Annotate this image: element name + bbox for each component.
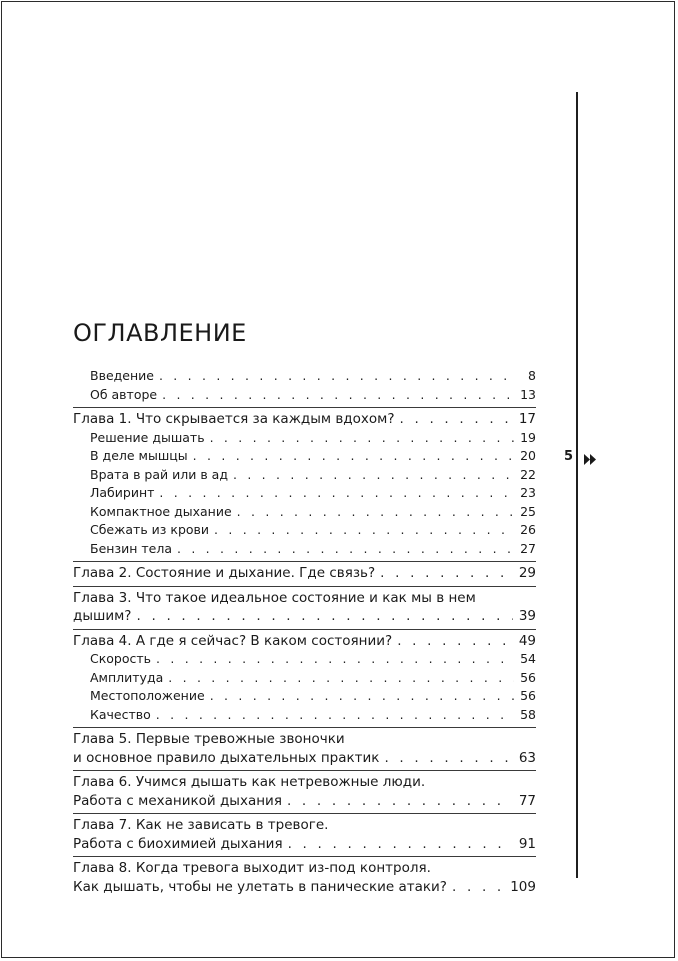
dot-leader [233, 466, 514, 485]
toc-entry[interactable] [73, 632, 536, 651]
toc-group [73, 728, 536, 771]
dot-leader [193, 447, 514, 466]
toc-page-number: 58 [520, 706, 536, 722]
toc-group [73, 814, 536, 857]
toc-subentry[interactable] [73, 386, 536, 405]
toc-entry-label: Глава 3. Что такое идеальное состояние и как мы в нем [73, 589, 476, 606]
toc-group [73, 408, 536, 562]
toc-entry[interactable] [73, 835, 536, 854]
dot-leader [399, 410, 512, 429]
toc-subentry[interactable] [73, 367, 536, 386]
toc-entry[interactable] [73, 730, 536, 749]
toc-page-number: 49 [518, 632, 536, 649]
dot-leader [210, 687, 514, 706]
toc-subentry[interactable] [73, 521, 536, 540]
toc-entry[interactable] [73, 564, 536, 583]
dot-leader [162, 386, 514, 405]
toc-entry-label: Введение [90, 368, 154, 383]
toc-page-number: 26 [520, 522, 536, 537]
toc-entry-label: Скорость [90, 651, 152, 666]
dot-leader [168, 669, 514, 688]
toc-entry-label: Лабиринт [90, 485, 155, 500]
toc-page-number: 39 [518, 608, 536, 624]
toc-page-number: 109 [510, 878, 536, 895]
dot-leader [287, 792, 513, 811]
dot-leader [214, 521, 514, 540]
toc-entry-label: Качество [90, 706, 151, 722]
toc-entry[interactable] [73, 816, 536, 835]
toc-entry[interactable] [73, 410, 536, 429]
toc-group [73, 587, 536, 630]
toc-subentry[interactable] [73, 429, 536, 448]
toc-entry-label: Как дышать, чтобы не улетать в панические атаки? [73, 878, 447, 895]
toc-entry[interactable] [73, 859, 536, 878]
toc-subentry[interactable] [73, 706, 536, 725]
toc-entry[interactable] [73, 589, 536, 608]
dot-leader [380, 564, 513, 583]
dot-leader [452, 878, 504, 897]
toc-entry[interactable] [73, 607, 536, 626]
toc-entry-label: Компактное дыхание [90, 503, 232, 519]
dot-leader [384, 749, 512, 768]
toc-entry-label: дышим? [73, 608, 132, 624]
toc-entry-label: Местоположение [90, 688, 205, 703]
toc-entry[interactable] [73, 792, 536, 811]
toc-page-number: 8 [528, 368, 536, 383]
toc-entry-label: и основное правило дыхательных практик [73, 749, 380, 766]
toc-page-number: 13 [520, 386, 536, 402]
toc-page-number: 91 [518, 835, 536, 852]
toc-subentry[interactable] [73, 484, 536, 503]
toc-entry-label: Бензин тела [90, 540, 172, 556]
toc-page-number: 63 [518, 749, 536, 766]
toc-entry[interactable] [73, 749, 536, 768]
toc-page-number: 25 [520, 503, 536, 519]
toc-subentry[interactable] [73, 466, 536, 485]
toc-page-number: 27 [520, 540, 536, 556]
dot-leader [397, 632, 513, 651]
toc-entry-label: В деле мышцы [90, 448, 188, 463]
toc-entry-label: Глава 4. А где я сейчас? В каком состоянии? [73, 632, 393, 649]
toc-subentry[interactable] [73, 687, 536, 706]
toc-page-number: 17 [518, 411, 536, 427]
toc-page-number: 54 [520, 651, 536, 666]
toc-page-number: 20 [520, 448, 536, 463]
toc-subentry[interactable] [73, 669, 536, 688]
toc-entry[interactable] [73, 878, 536, 897]
toc-entry-label: Амплитуда [90, 669, 164, 685]
dot-leader [159, 367, 516, 386]
toc-entry-label: Глава 2. Состояние и дыхание. Где связь? [73, 565, 376, 581]
toc-subentry[interactable] [73, 650, 536, 669]
toc-group [73, 562, 536, 587]
toc-page-number: 22 [520, 466, 536, 482]
toc-page-number: 29 [518, 565, 536, 581]
dot-leader [288, 835, 513, 854]
toc-group [73, 630, 536, 729]
toc-page-number: 77 [518, 792, 536, 809]
toc-entry-label: Решение дышать [90, 429, 205, 445]
dot-leader [156, 706, 514, 725]
toc-entry-label: Сбежать из крови [90, 522, 210, 537]
toc-page-number: 23 [520, 485, 536, 500]
toc-group [73, 857, 536, 899]
toc-group [73, 771, 536, 814]
toc-page-number: 56 [520, 688, 536, 703]
page-number: 5 [564, 449, 574, 464]
table-of-contents [73, 365, 536, 899]
dot-leader [156, 650, 514, 669]
toc-entry-label: Работа с биохимией дыхания [73, 835, 283, 852]
toc-page-number: 56 [520, 669, 536, 685]
toc-page-number: 19 [520, 429, 536, 445]
double-arrow-right-icon[interactable] [584, 450, 597, 469]
dot-leader [136, 607, 512, 626]
toc-entry-label: Глава 5. Первые тревожные звоночки [73, 731, 345, 747]
dot-leader [177, 540, 514, 559]
toc-subentry[interactable] [73, 447, 536, 466]
vertical-rule [576, 92, 578, 878]
toc-entry[interactable] [73, 773, 536, 792]
toc-subentry[interactable] [73, 503, 536, 522]
dot-leader [159, 484, 514, 503]
toc-entry-label: Глава 1. Что скрывается за каждым вдохом? [73, 411, 395, 427]
toc-entry-label: Об авторе [90, 386, 158, 402]
toc-group [73, 365, 536, 408]
toc-entry-label: Глава 7. Как не зависать в тревоге. [73, 817, 329, 833]
toc-entry-label: Врата в рай или в ад [90, 466, 228, 482]
toc-entry-label: Работа с механикой дыхания [73, 792, 282, 809]
dot-leader [210, 429, 515, 448]
dot-leader [237, 503, 514, 522]
toc-title: ОГЛАВЛЕНИЕ [73, 319, 247, 347]
toc-entry-label: Глава 6. Учимся дышать как нетревожные люди. [73, 774, 426, 790]
toc-subentry[interactable] [73, 540, 536, 559]
toc-entry-label: Глава 8. Когда тревога выходит из-под контроля. [73, 860, 431, 876]
